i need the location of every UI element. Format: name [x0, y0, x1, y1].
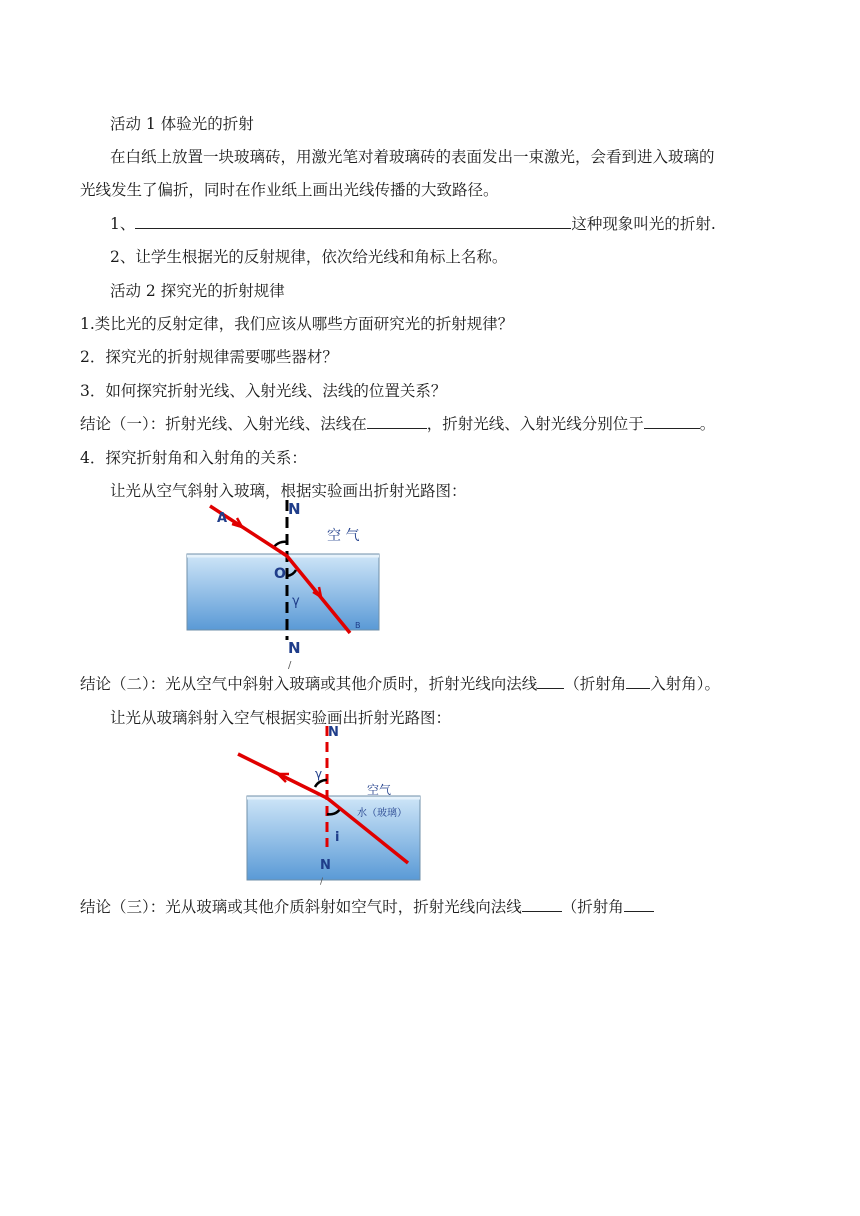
label-gamma: γ	[315, 767, 323, 781]
conclusion1-text-c: 。	[699, 415, 716, 433]
conclusion2-text-c: 入射角）。	[650, 675, 721, 693]
refraction-angle-arc	[315, 780, 327, 787]
conclusion1-blank1[interactable]	[367, 414, 427, 429]
instruction2: 让光从玻璃斜射入空气根据实验画出折射光路图：	[110, 709, 452, 727]
conclusion2	[80, 674, 720, 694]
incidence-angle-arc	[274, 542, 287, 547]
label-o: O	[274, 566, 286, 582]
activity1-para2: 光线发生了偏折，同时在作业纸上画出光线传播的大致路径。	[80, 181, 499, 199]
activity1-question2: 2、让学生根据光的反射规律，依次给光线和角标上名称。	[110, 248, 508, 266]
q1-suffix: 这种现象叫光的折射.	[571, 215, 716, 233]
activity2-title: 活动 2 探究光的折射规律	[110, 282, 285, 300]
label-a: A	[217, 511, 228, 526]
activity1-para1: 在白纸上放置一块玻璃砖，用激光笔对着玻璃砖的表面发出一束激光，会看到进入玻璃的	[110, 148, 715, 166]
refraction-diagram-air-to-glass	[180, 500, 400, 670]
conclusion3-text-b: （折射角	[561, 898, 624, 916]
conclusion1-text-b: ，折射光线、入射光线分别位于	[426, 415, 644, 433]
conclusion2-blank2[interactable]	[626, 674, 650, 689]
refraction-diagram-glass-to-air	[230, 722, 430, 887]
label-n-bottom-prime: /	[288, 660, 292, 670]
label-i: i	[335, 830, 340, 845]
conclusion1	[80, 414, 715, 434]
label-n-bottom: N	[320, 858, 331, 873]
conclusion3-blank1[interactable]	[522, 897, 562, 912]
label-gamma: γ	[292, 594, 300, 609]
activity1-title: 活动 1 体验光的折射	[110, 115, 254, 133]
activity2-question1: 1.类比光的反射定律，我们应该从哪些方面研究光的折射规律？	[80, 315, 514, 333]
label-air: 空 气	[327, 528, 360, 544]
q1-prefix: 1、	[110, 215, 136, 233]
activity2-question3: 3．如何探究折射光线、入射光线、法线的位置关系？	[80, 382, 447, 400]
label-air: 空气	[367, 783, 392, 797]
conclusion3-blank2[interactable]	[624, 897, 654, 912]
label-n-top: N	[328, 725, 339, 740]
conclusion1-blank2[interactable]	[644, 414, 700, 429]
conclusion3-text-a: 结论（三）：光从玻璃或其他介质斜射如空气时，折射光线向法线	[80, 898, 522, 916]
label-water-glass: 水（玻璃）	[357, 808, 407, 819]
label-n-bottom-prime: /	[320, 877, 324, 887]
conclusion3	[80, 897, 654, 917]
instruction1: 让光从空气斜射入玻璃，根据实验画出折射光路图：	[110, 482, 467, 500]
label-b: B	[355, 621, 361, 630]
activity2-question4: 4．探究折射角和入射角的关系：	[80, 449, 307, 467]
activity1-question1	[110, 214, 716, 234]
activity2-question2: 2．探究光的折射规律需要哪些器材？	[80, 348, 338, 366]
q1-answer-blank[interactable]	[135, 214, 571, 229]
conclusion2-text-b: （折射角	[564, 675, 627, 693]
label-n-top: N	[288, 500, 301, 518]
label-n-bottom: N	[288, 639, 301, 657]
conclusion1-text-a: 结论（一）：折射光线、入射光线、法线在	[80, 415, 367, 433]
conclusion2-text-a: 结论（二）：光从空气中斜射入玻璃或其他介质时，折射光线向法线	[80, 675, 538, 693]
conclusion2-blank1[interactable]	[537, 674, 564, 689]
